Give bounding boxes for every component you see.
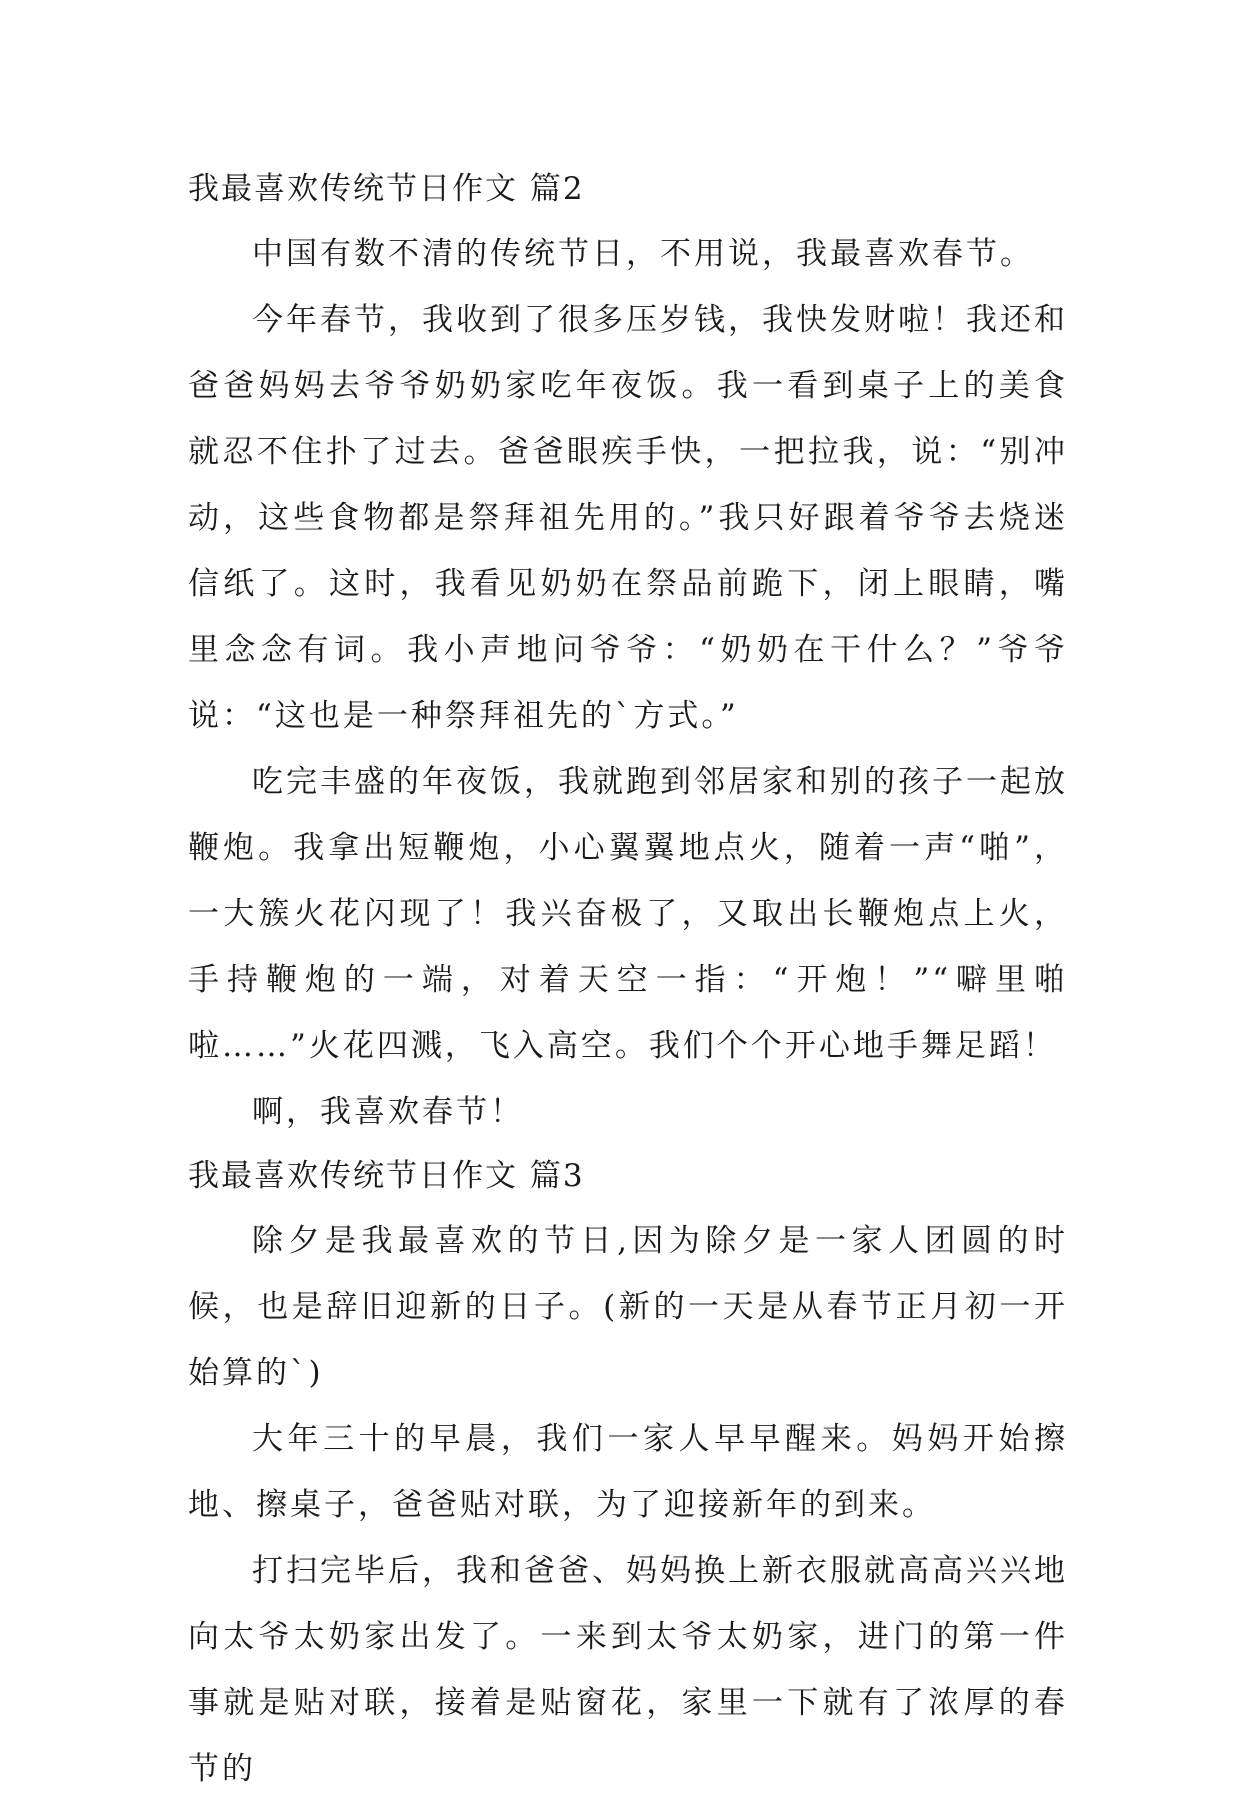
paragraph: 啊，我喜欢春节！	[252, 1094, 524, 1130]
paragraph: 吃完丰盛的年夜饭，我就跑到邻居家和别的孩子一起放鞭炮。我拿出短鞭炮，小心翼翼地点火，随着一声“啪”，一大簇火花闪现了！我兴奋极了，又取出长鞭炮点上火，手持鞭炮的一端，对着天空一指：“开炮！”“噼里啪啦……”火花四溅，飞入高空。我们个个开心地手舞足蹈！	[188, 764, 1068, 1064]
paragraph: 打扫完毕后，我和爸爸、妈妈换上新衣服就高高兴兴地向太爷太奶家出发了。一来到太爷太奶家，进门的第一件事就是贴对联，接着是贴窗花，家里一下就有了浓厚的春节的	[188, 1553, 1068, 1787]
paragraph: 大年三十的早晨，我们一家人早早醒来。妈妈开始擦地、擦桌子，爸爸贴对联，为了迎接新年的到来。	[188, 1421, 1068, 1523]
paragraph: 除夕是我最喜欢的节日,因为除夕是一家人团圆的时候，也是辞旧迎新的日子。(新的一天是从春节正月初一开始算的`)	[188, 1223, 1068, 1391]
paragraph: 今年春节，我收到了很多压岁钱，我快发财啦！我还和爸爸妈妈去爷爷奶奶家吃年夜饭。我一看到桌子上的美食就忍不住扑了过去。爸爸眼疾手快，一把拉我，说：“别冲动，这些食物都是祭拜祖先用的。”我只好跟着爷爷去烧迷信纸了。这时，我看见奶奶在祭品前跪下，闭上眼睛，嘴里念念有词。我小声地问爷爷：“奶奶在干什么？”爷爷说：“这也是一种祭拜祖先的`方式。”	[188, 302, 1068, 734]
section-heading-3: 我最喜欢传统节日作文 篇3	[188, 1158, 585, 1194]
section-heading-2: 我最喜欢传统节日作文 篇2	[188, 171, 585, 207]
paragraph: 中国有数不清的传统节日，不用说，我最喜欢春节。	[252, 236, 1034, 272]
document-body	[188, 158, 1068, 1802]
